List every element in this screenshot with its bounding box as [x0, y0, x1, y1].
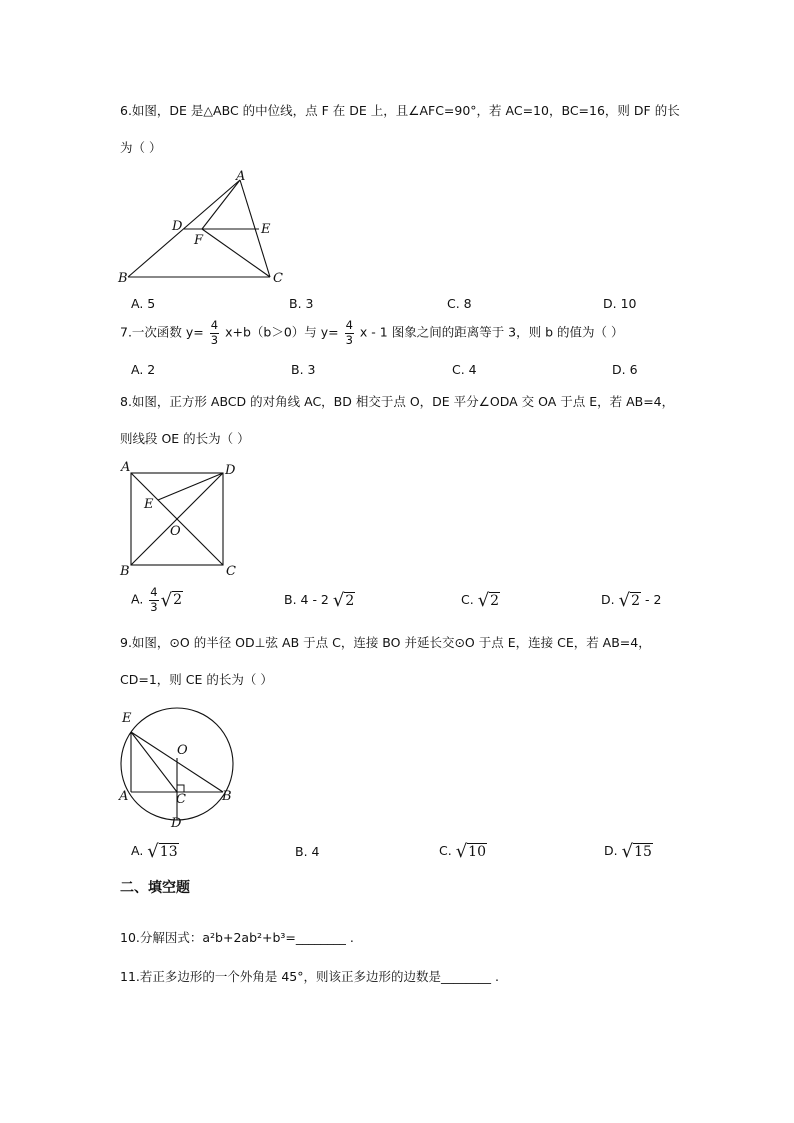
q7-option-a[interactable]: A. 2 — [131, 362, 156, 377]
q6-option-c[interactable]: C. 8 — [447, 296, 472, 311]
q7-text — [120, 320, 624, 346]
q8-label-e: E — [144, 497, 154, 512]
q9-text-line1: 9.如图，⊙O 的半径 OD⊥弦 AB 于点 C，连接 BO 并延长交⊙O 于点 E，连接 CE，若 AB=4， — [120, 635, 651, 650]
q9-option-a-radical: √13 — [147, 841, 178, 862]
q9-option-c-label: C. — [439, 843, 452, 858]
q9-figure-circle — [115, 706, 245, 831]
q7-frac2-den: 3 — [345, 332, 353, 347]
q6-label-b: B — [118, 271, 128, 286]
q10-text: 10.分解因式：a²b+2ab²+b³=________ . — [120, 930, 354, 945]
q8-label-o: O — [170, 524, 181, 539]
q9-option-d-radicand: 15 — [634, 843, 652, 860]
q8-option-c-radical: √2 — [477, 590, 500, 611]
q7-frac1-num: 4 — [210, 318, 219, 332]
q8-figure-square — [118, 460, 243, 578]
q9-label-b: B — [222, 789, 232, 804]
q8-option-a-num: 4 — [150, 585, 158, 599]
q7-frac1-den: 3 — [210, 332, 219, 347]
q6-text-line1: 6.如图，DE 是△ABC 的中位线，点 F 在 DE 上，且∠AFC=90°，若 AC=10，BC=16，则 DF 的长 — [120, 103, 680, 118]
q7-fraction-1 — [210, 320, 219, 346]
q6-figure-triangle — [118, 169, 288, 290]
q8-option-c-label: C. — [461, 592, 474, 607]
q6-label-d: D — [172, 219, 183, 234]
q9-option-b[interactable]: B. 4 — [295, 844, 320, 859]
q9-option-c-radicand: 10 — [468, 843, 486, 860]
q9-option-a-label: A. — [131, 843, 144, 858]
q8-option-d-post: - 2 — [644, 592, 662, 607]
q7-text-pre: 7.一次函数 y= — [120, 324, 204, 340]
q6-option-d[interactable]: D. 10 — [603, 296, 637, 311]
q9-option-d-radical: √15 — [621, 841, 652, 862]
q11-text: 11.若正多边形的一个外角是 45°，则该正多边形的边数是________ . — [120, 969, 499, 984]
q6-text-line2: 为（ ） — [120, 140, 162, 155]
q7-option-c[interactable]: C. 4 — [452, 362, 477, 377]
q9-option-a[interactable] — [131, 841, 179, 862]
q7-text-mid: x+b（b＞0）与 y= — [225, 324, 339, 340]
q9-label-e: E — [122, 711, 132, 726]
q8-option-a[interactable] — [131, 587, 183, 613]
q8-label-d: D — [225, 463, 236, 478]
q8-text-line1: 8.如图，正方形 ABCD 的对角线 AC，BD 相交于点 O，DE 平分∠ODA 交 OA 于点 E，若 AB=4， — [120, 394, 675, 409]
q8-option-a-radical: √2 — [160, 589, 183, 611]
q6-option-b[interactable]: B. 3 — [289, 296, 314, 311]
q9-label-o: O — [177, 743, 188, 758]
q8-option-d-label: D. — [601, 592, 615, 607]
q6-label-f: F — [194, 233, 204, 248]
q9-label-d: D — [171, 816, 182, 831]
q8-label-b: B — [120, 564, 130, 579]
q9-text-line2: CD=1，则 CE 的长为（ ） — [120, 672, 273, 687]
q7-option-d[interactable]: D. 6 — [612, 362, 638, 377]
q8-option-b-label: B. 4 - 2 — [284, 592, 329, 607]
section-heading-fill-blank: 二、填空题 — [120, 880, 190, 896]
q6-label-a: A — [236, 169, 246, 184]
q8-option-a-fraction — [149, 587, 158, 613]
q8-option-a-label: A. — [131, 591, 144, 607]
q7-text-post: x - 1 图象之间的距离等于 3，则 b 的值为（ ） — [359, 324, 624, 340]
q9-option-d-label: D. — [604, 843, 618, 858]
q8-text-line2: 则线段 OE 的长为（ ） — [120, 431, 250, 446]
q8-option-b-radical: √2 — [332, 590, 355, 611]
q8-option-b-radicand: 2 — [345, 592, 355, 609]
q6-option-a[interactable]: A. 5 — [131, 296, 156, 311]
q8-option-d[interactable] — [601, 590, 661, 611]
q9-option-a-radicand: 13 — [159, 843, 178, 860]
q8-option-c-radicand: 2 — [490, 592, 500, 609]
q9-label-a: A — [119, 789, 129, 804]
q7-fraction-2 — [345, 320, 354, 346]
q8-option-a-radicand: 2 — [173, 592, 183, 608]
q7-option-b[interactable]: B. 3 — [291, 362, 316, 377]
q6-label-e: E — [261, 222, 271, 237]
q8-option-a-den: 3 — [150, 599, 158, 614]
q9-option-c[interactable] — [439, 841, 487, 862]
q9-option-c-radical: √10 — [455, 841, 486, 862]
q8-option-b[interactable] — [284, 590, 355, 611]
q8-option-d-radical: √2 — [618, 590, 640, 611]
q8-label-a: A — [121, 460, 131, 475]
q8-option-d-radicand: 2 — [631, 592, 640, 609]
q7-frac2-num: 4 — [345, 318, 353, 332]
q9-label-c: C — [176, 792, 186, 807]
q8-option-c[interactable] — [461, 590, 500, 611]
q8-label-c: C — [226, 564, 236, 579]
q6-label-c: C — [273, 271, 283, 286]
q9-option-d[interactable] — [604, 841, 653, 862]
